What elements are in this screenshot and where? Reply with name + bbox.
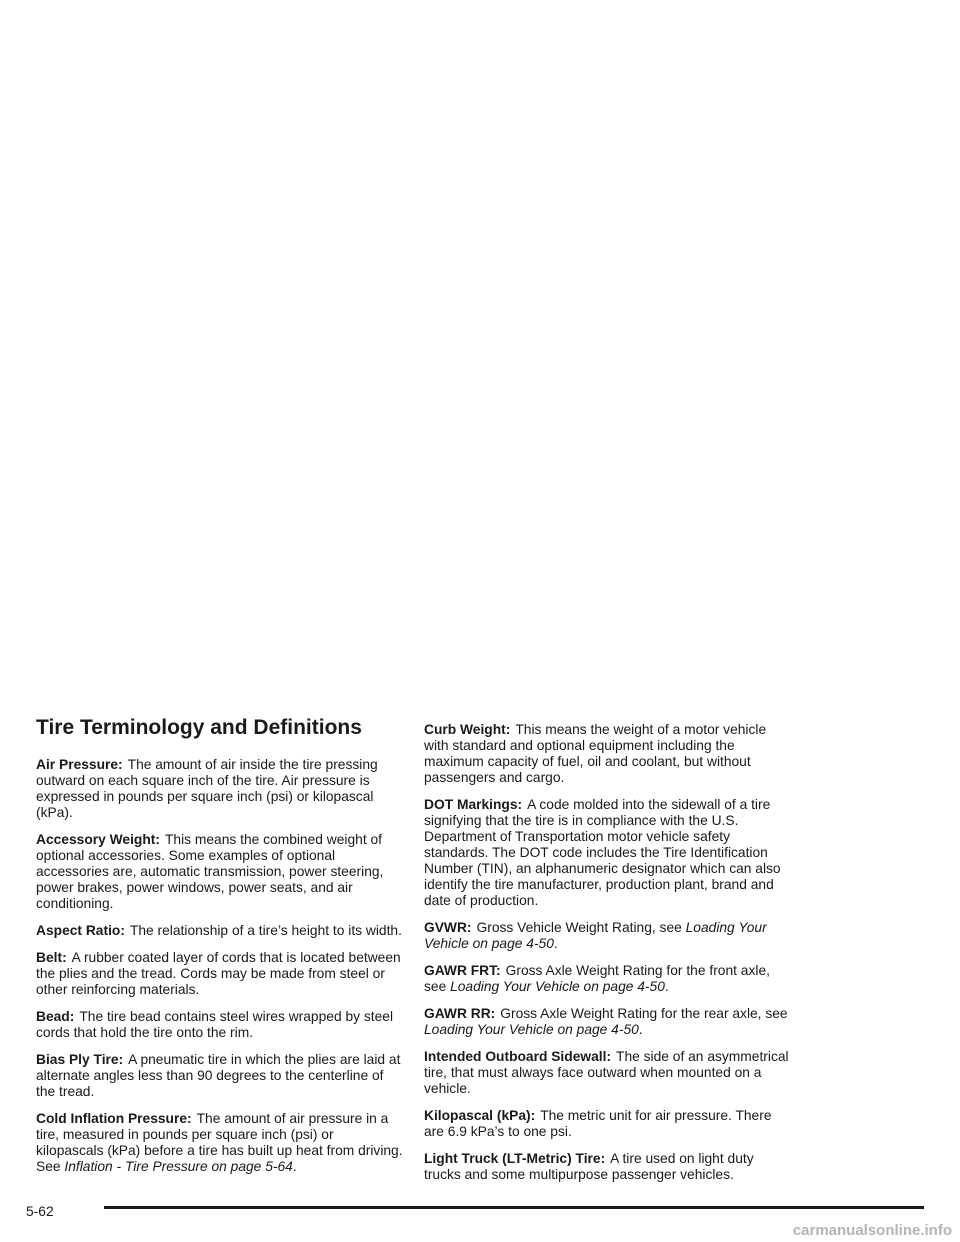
definition-text: A rubber coated layer of cords that is located between the plies and the tread. Cords may be made from steel or other reinforcing materials. bbox=[36, 950, 401, 997]
definition-text: The amount of air inside the tire pressing outward on each square inch of the tire. Air pressure is expressed in pounds per square inch (psi) or kilopascal (kPa). bbox=[36, 757, 378, 820]
term: Kilopascal (kPa): bbox=[424, 1108, 536, 1123]
definition-aspect-ratio bbox=[36, 923, 404, 939]
term: Air Pressure: bbox=[36, 757, 123, 772]
definition-curb-weight bbox=[424, 722, 792, 786]
definition-kilopascal bbox=[424, 1108, 792, 1140]
term: Curb Weight: bbox=[424, 722, 511, 737]
definition-belt bbox=[36, 950, 404, 998]
definition-text: This means the combined weight of optional accessories. Some examples of optional accessories are, automatic transmission, power steering, power brakes, power windows, power seats, and air conditioning. bbox=[36, 832, 384, 911]
definition-text: This means the weight of a motor vehicle with standard and optional equipment including the maximum capacity of fuel, oil and coolant, but without passengers and cargo. bbox=[424, 722, 767, 785]
term: DOT Markings: bbox=[424, 797, 523, 812]
page-number: 5-62 bbox=[26, 1204, 54, 1219]
term: Bias Ply Tire: bbox=[36, 1052, 124, 1067]
definition-text-end: . bbox=[292, 1159, 297, 1174]
definition-text: Gross Axle Weight Rating for the front axle, see bbox=[424, 963, 770, 994]
definition-text: Gross Axle Weight Rating for the rear axle, see bbox=[500, 1006, 788, 1021]
term: Aspect Ratio: bbox=[36, 923, 125, 938]
term: GAWR RR: bbox=[424, 1006, 496, 1021]
definition-cold-inflation-pressure bbox=[36, 1111, 404, 1175]
term: Bead: bbox=[36, 1009, 75, 1024]
definition-text: Gross Vehicle Weight Rating, see bbox=[476, 920, 686, 935]
definition-text: The relationship of a tire’s height to its width. bbox=[129, 923, 402, 938]
definition-text: A pneumatic tire in which the plies are laid at alternate angles less than 90 degrees to the centerline of the tread. bbox=[36, 1052, 401, 1099]
definition-gawr-frt bbox=[424, 963, 792, 995]
term: Light Truck (LT-Metric) Tire: bbox=[424, 1151, 606, 1166]
definition-text: A code molded into the sidewall of a tire signifying that the tire is in compliance with the U.S. Department of Transportation motor vehicle safety standards. The DOT code includes the Tire Identification Number (TIN), an alphanumeric designator which can also identify the tire manufacturer, production plant, brand and date of production. bbox=[424, 797, 781, 908]
watermark: carmanualsonline.info bbox=[792, 1222, 952, 1239]
term: Intended Outboard Sidewall: bbox=[424, 1049, 612, 1064]
term: GAWR FRT: bbox=[424, 963, 501, 978]
definition-dot-markings bbox=[424, 797, 792, 909]
definition-intended-outboard-sidewall bbox=[424, 1049, 792, 1097]
cross-reference-link[interactable]: Loading Your Vehicle on page 4-50 bbox=[424, 920, 767, 951]
definition-gvwr bbox=[424, 920, 792, 952]
definition-text-end: . bbox=[664, 979, 669, 994]
definition-text-end: . bbox=[638, 1022, 643, 1037]
definition-accessory-weight bbox=[36, 832, 404, 912]
term: Cold Inflation Pressure: bbox=[36, 1111, 192, 1126]
definition-text: The amount of air pressure in a tire, measured in pounds per square inch (psi) or kilopascals (kPa) before a tire has built up heat from driving. See bbox=[36, 1111, 403, 1174]
footer-rule bbox=[104, 1206, 924, 1209]
right-column bbox=[424, 722, 792, 1194]
term: Accessory Weight: bbox=[36, 832, 160, 847]
definition-text: The side of an asymmetrical tire, that must always face outward when mounted on a vehicle. bbox=[424, 1049, 789, 1096]
definition-bead bbox=[36, 1009, 404, 1041]
definition-text: The tire bead contains steel wires wrapped by steel cords that hold the tire onto the rim. bbox=[36, 1009, 394, 1040]
page-title: Tire Terminology and Definitions bbox=[36, 716, 362, 739]
definition-gawr-rr bbox=[424, 1006, 792, 1038]
term: Belt: bbox=[36, 950, 67, 965]
cross-reference-link[interactable]: Loading Your Vehicle on page 4-50 bbox=[450, 979, 665, 994]
definition-text: The metric unit for air pressure. There are 6.9 kPa’s to one psi. bbox=[424, 1108, 772, 1139]
definition-text-end: . bbox=[553, 936, 558, 951]
term: GVWR: bbox=[424, 920, 472, 935]
left-column bbox=[36, 757, 404, 1186]
definition-air-pressure bbox=[36, 757, 404, 821]
cross-reference-link[interactable]: Loading Your Vehicle on page 4-50 bbox=[424, 1022, 639, 1037]
definition-bias-ply-tire bbox=[36, 1052, 404, 1100]
definition-text: A tire used on light duty trucks and some multipurpose passenger vehicles. bbox=[424, 1151, 754, 1182]
definition-light-truck-tire bbox=[424, 1151, 792, 1183]
cross-reference-link[interactable]: Inflation - Tire Pressure on page 5-64 bbox=[64, 1159, 293, 1174]
